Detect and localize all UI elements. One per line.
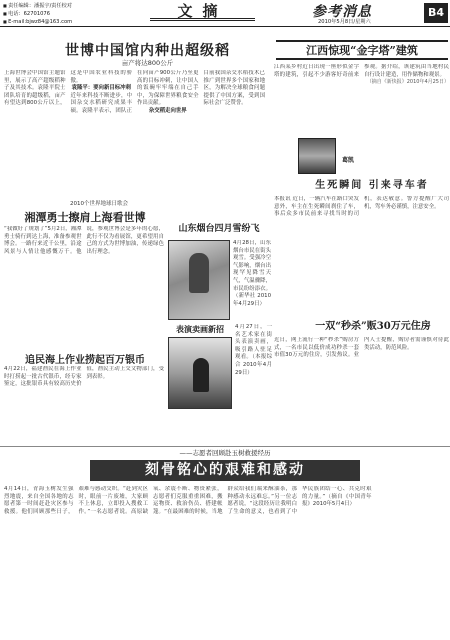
snow-caption: 4月28日，山东烟台市民在街头观雪。受强冷空气影响，烟台出现罕见降雪天气，气温骤降，市民纷纷添衣。（新华社 2010年4月29日） — [233, 240, 271, 307]
car-paragraph: 本报讯 近日，一辆汽车在路口突发意外，车主在生死瞬间刹住了车，事后众多市民前来寻找当时的司机，表达敬意。警方提醒广大司机，驾车务必谨慎，注意安全。 — [274, 196, 449, 218]
expo-cyclist-headline: 湘潭勇士擦肩上海看世博 — [24, 211, 146, 224]
painting-photo — [168, 337, 232, 409]
masthead-logo: 参考消息 — [312, 4, 372, 20]
editor-info — [3, 2, 98, 26]
lead-subhead: 杂交稻走向世界 — [148, 107, 187, 114]
flash-sale-headline: 一双“秒杀”贩30万元住房 — [315, 321, 431, 332]
painting-caption: 4月27日，一名艺术家在街头表演卖画，吸引路人驻足观看。（本报综合 2010年4月29日） — [235, 324, 272, 376]
lead-paragraph: 目前我国杂交水稻技术已推广到世界多个国家和地区，为解决全球粮食问题提供了中国方案，受到国际社会广泛赞誉。 — [203, 70, 265, 107]
phone-line: ■ 电话：62701076 — [3, 10, 98, 18]
expo-cyclist-body — [4, 226, 164, 352]
flash-sale-paragraph: 近日，网上流行一种“秒杀”购房方式，一名市民以低价成功秒杀一套市值30万元的住房，引发热议。业内人士提醒，购房者需谨慎对待此类活动，防范风险。 — [274, 337, 449, 359]
section-title: 文摘 — [150, 1, 255, 21]
lead-subheadline: 亩产将达800公斤 — [121, 59, 174, 67]
flash-sale-body — [274, 337, 449, 443]
lead-headline: 世博中国馆内种出超级稻 — [65, 43, 230, 59]
source-line: 2010个世界地球日歌会 — [70, 201, 128, 207]
section-divider — [0, 446, 450, 447]
bottom-body — [4, 486, 446, 636]
bottom-kicker: ——志愿者回顾赴玉树救援经历 — [179, 449, 271, 457]
pyramid-body — [274, 64, 449, 134]
author-photo — [298, 138, 336, 174]
lead-paragraph: 上海世博会中国馆主题馆里，展示了高产超级稻种子及其技术。袁隆平院士团队培育的超级稻，亩产有望达到800公斤以上，这是中国农业科技的骄傲。 — [4, 70, 132, 107]
bottom-headline: 刻骨铭心的艰难和感动 — [90, 460, 360, 481]
lead-body — [4, 70, 265, 196]
pyramid-headline: 江西惊现“金字塔”建筑 — [276, 40, 448, 60]
silver-coins-paragraph: 4月22日，福建渔民在海上作业时打捞起一批古代银币，经专家鉴定，这批银币具有较高历史价值，渔民主动上交文物部门，受到表彰。 — [4, 366, 164, 388]
editor-line: ■ 责任编辑：潘振宇/责任校对 — [3, 2, 98, 10]
issue-date: 2010年5月8日/星期六 — [318, 19, 371, 25]
bottom-paragraph: 4月14日，青海玉树发生强烈地震，来自全国各地的志愿者第一时间赶赴灾区参与救援。他们回顾那些日子，艰难与感动交织。“赶到灾区时，眼前一片废墟，大家顾不上休息，立即投入搜救工作。”一名志愿者说。高原缺氧、余震不断、物资紧张，志愿者们克服重重困难，搬运物资、救治伤员、搭建帐篷。“在最困难的时候，当地群众给我们端来酥油茶，那种感动永远难忘。”另一位志愿者说，“这段经历让我明白了生命的意义，也看到了中华民族团结一心、共克时艰的力量。”（摘自《中国青年报》2010年5月4日） — [4, 486, 372, 515]
car-body — [274, 196, 449, 318]
author-name: 葛凯 — [342, 157, 355, 164]
expo-cyclist-paragraph: “我做好了规划了”5月2日，湘潭勇士骑行到达上海，准备参观世博会。一路行来近千公里，沿途风景与人情让他感慨万千。他说，参观世博会是多年的心愿，此行不仅为看展馆，更希望用自己的方式为世博加油，传递绿色出行理念。 — [4, 226, 164, 255]
email-line: ■ E-mail:bjwz84@163.com — [3, 18, 98, 26]
snow-photo — [168, 240, 230, 320]
painting-headline: 表演卖画新招 — [176, 324, 224, 334]
silver-coins-headline: 追民海上作业捞起百万银币 — [25, 355, 145, 366]
silver-coins-body — [4, 366, 164, 444]
page-number-badge: B4 — [424, 3, 448, 23]
lead-subhead: 袁隆平：要向新目标冲刺 — [71, 85, 131, 92]
snow-feature-headline: 山东烟台四月雪纷飞 — [178, 224, 260, 234]
page-header — [0, 0, 450, 27]
pyramid-source: （摘自《新快报》2010年4月25日） — [366, 79, 449, 86]
car-headline: 生死瞬间 引来寻车者 — [315, 180, 429, 191]
lead-paragraph: 近年来科技不断进步，中国杂交水稻研究成果丰硕。袁隆平表示，团队正在向亩产900公斤乃至更高的目标冲刺，让中国人的饭碗牢牢端在自己手中，为保障世界粮食安全作出贡献。 — [70, 70, 199, 114]
pyramid-paragraph: 江西某乡村近日出现一座形似金字塔的建筑，引起不少游客好奇前来参观。据介绍，该建筑由当地村民自行设计建造，用作储物和观景。 — [274, 64, 449, 78]
